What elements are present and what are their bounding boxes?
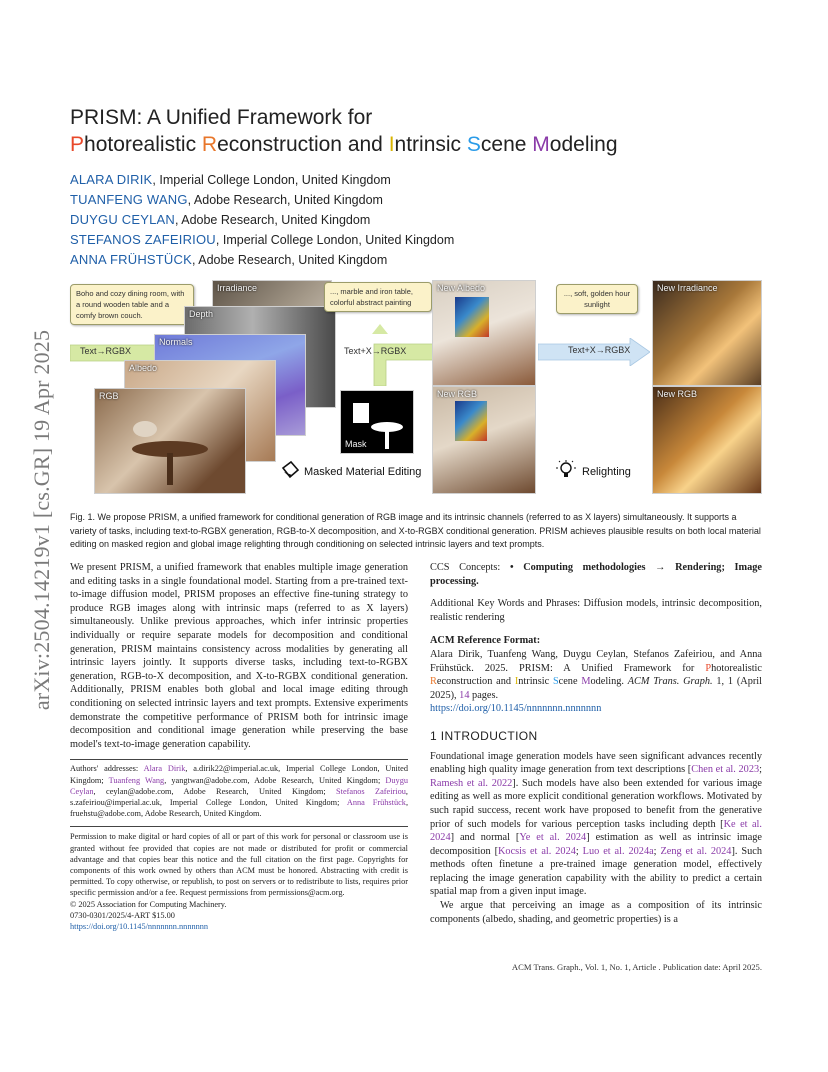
citation-link[interactable]: Chen et al. 2023 <box>691 764 760 776</box>
author-link[interactable]: Anna Frühstück <box>346 797 406 807</box>
title-segment: odeling <box>549 133 618 156</box>
author-link[interactable]: Stefanos Zafeiriou <box>336 786 406 796</box>
painting-icon <box>455 297 489 337</box>
arxiv-stamp-text: arXiv:2504.14219v1 [cs.GR] 19 Apr 2025 <box>29 329 54 711</box>
tag-new-albedo: New Albedo <box>437 283 486 293</box>
acm-ref-authors: Alara Dirik, Tuanfeng Wang, Duygu Ceylan, Stefanos Zafeiriou, and Anna Frühstück. 2025. PRISM: A Unified Framework for <box>430 648 762 674</box>
acm-ref-title-segment: odeling. <box>590 676 628 688</box>
title-line-1: PRISM: A Unified Framework for <box>70 106 373 129</box>
figure-caption: Fig. 1. We propose PRISM, a unified framework for conditional generation of RGB image and its intrinsic channels (referred to as X layers) simultaneously. It supports a variety of tasks, including text-to-RGBX generation, RGB-to-X decomposition, and X-to-RGBX conditional generation. PRISM achieves plausible results on both local material editing on masked region and global image relighting through conditioning on selected intrinsic layers and text prompts. <box>70 512 761 549</box>
title-line-2 <box>70 131 770 158</box>
acm-ref-body <box>430 648 762 716</box>
author-affiliation: , Adobe Research, United Kingdom <box>187 193 383 207</box>
intro-text: ; <box>653 845 661 857</box>
arrow-label-3: Text+X→RGBX <box>568 345 631 355</box>
acm-ref-pages[interactable]: 14 <box>459 689 470 701</box>
panel-new-rgb-relit <box>652 386 762 494</box>
permission-notice: Permission to make digital or hard copies of all or part of this work for personal or classroom use is granted without fee provided that copies are not made or distributed for profit or commercial advantage and that copies bear this notice and the full citation on the first page. Copyrights for components of this work owned by others than ACM must be honored. Abstracting with credit is permitted. To copy otherwise, or republish, to post on servers or to redistribute to lists, requires prior specific permission and/or a fee. Request permissions from permissions@acm.org. <box>70 832 408 898</box>
author-link[interactable]: Duygu Ceylan <box>70 775 409 796</box>
tag-mask: Mask <box>345 439 367 449</box>
page-footer: ACM Trans. Graph., Vol. 1, No. 1, Article . Publication date: April 2025. <box>511 962 762 972</box>
author-line <box>70 170 770 190</box>
title-segment: econstruction and <box>217 133 389 156</box>
lightbulb-icon <box>556 460 576 480</box>
label-masked-material-editing: Masked Material Editing <box>304 466 422 478</box>
author-list <box>70 170 770 270</box>
title-segment: M <box>532 133 550 156</box>
title-segment: R <box>201 133 218 156</box>
copyright-line: © 2025 Association for Computing Machinery. <box>70 899 227 909</box>
title-segment: S <box>466 133 481 156</box>
prompt-bubble-3: ..., soft, golden hour sunlight <box>556 284 638 314</box>
addresses-lead: Authors' addresses: <box>70 764 144 774</box>
title-segment: hotorealistic <box>84 133 202 156</box>
author-affiliation: , Adobe Research, United Kingdom <box>174 213 371 227</box>
address-text: , s.zafeiriou@imperial.ac.uk, Imperial College London, United Kingdom; <box>70 786 408 807</box>
author-name: TUANFENG WANG <box>70 192 188 207</box>
panel-new-albedo <box>432 280 536 386</box>
right-column <box>430 561 762 926</box>
tag-new-rgb-2: New RGB <box>657 389 698 399</box>
intro-paragraph-2: We argue that perceiving an image as a composition of its intrinsic components (albedo, shading, and geometric properties) is a <box>430 900 762 925</box>
author-line <box>70 230 770 250</box>
label-relighting: Relighting <box>582 466 631 478</box>
acm-ref-heading <box>430 634 762 648</box>
ccs-lead: CCS Concepts: <box>430 562 510 573</box>
title-segment: ntrinsic <box>394 133 467 156</box>
teaser-figure <box>68 280 760 492</box>
intro-text: ]. Such methods often finetune a pre-trained image generation model, effectively replacing the image generation capability with the ability to predict a certain spatial map from a given input image. <box>430 845 762 898</box>
left-column <box>70 561 408 932</box>
title-segment: P <box>70 133 85 156</box>
acm-ref-title-segment: R <box>430 676 437 688</box>
paper-title <box>70 104 770 158</box>
citation-link[interactable]: Ye et al. 2024 <box>519 832 587 844</box>
author-line <box>70 250 770 270</box>
author-addresses <box>70 763 408 819</box>
intro-text: ] estimation as well as intrinsic image decomposition [ <box>430 832 763 857</box>
tag-rgb: RGB <box>99 391 119 401</box>
author-line <box>70 190 770 210</box>
arrow-label-1: Text→RGBX <box>80 346 132 356</box>
address-text: , yangtwan@adobe.com, Adobe Research, United Kingdom; <box>164 775 386 785</box>
panel-rgb <box>94 388 246 494</box>
panel-new-rgb <box>432 386 536 494</box>
acm-ref-title-segment: P <box>705 662 712 674</box>
painting-icon-2 <box>455 401 487 441</box>
author-line <box>70 210 770 230</box>
intro-paragraph-1 <box>430 750 762 900</box>
ccs-concepts <box>430 561 762 588</box>
address-text: , a.dirik22@imperial.ac.uk, Imperial College London, United Kingdom; <box>70 764 408 785</box>
prompt-bubble-1: Boho and cozy dining room, with a round wooden table and a comfy brown couch. <box>70 284 194 325</box>
author-link[interactable]: Alara Dirik <box>143 764 186 774</box>
intro-text: ; <box>759 764 762 776</box>
tag-irradiance: Irradiance <box>217 283 258 293</box>
tag-albedo: Albedo <box>129 363 158 373</box>
intro-text: ; <box>575 845 583 857</box>
author-name: DUYGU CEYLAN <box>70 212 175 227</box>
arrow-label-2: Text+X→RGBX <box>344 346 407 356</box>
author-name: ANNA FRÜHSTÜCK <box>70 252 192 267</box>
tag-new-rgb: New RGB <box>437 389 478 399</box>
acm-ref-title-segment: S <box>552 676 559 688</box>
author-affiliation: , Imperial College London, United Kingdom <box>152 173 391 187</box>
address-text: , fruehstu@adobe.com, Adobe Research, United Kingdom. <box>70 797 409 819</box>
citation-link[interactable]: Zeng et al. 2024 <box>660 845 732 857</box>
author-link[interactable]: Tuanfeng Wang <box>108 775 165 785</box>
citation-link[interactable]: Kocsis et al. 2024 <box>498 845 576 857</box>
acm-ref-pages-tail: pages. <box>469 689 499 701</box>
panel-new-irradiance <box>652 280 762 386</box>
acm-ref-title-segment: ntrinsic <box>518 676 553 688</box>
permission-divider <box>70 826 408 827</box>
intro-text: Foundational image generation models have seen significant advances recently enabling high quality image generation from text descriptions [ <box>430 750 762 776</box>
address-divider <box>70 759 408 760</box>
panel-mask <box>340 390 414 454</box>
acm-ref-title-segment: I <box>514 676 519 688</box>
acm-ref-title-segment: cene <box>558 676 582 688</box>
acm-ref-title-segment: M <box>581 676 591 688</box>
acm-ref-doi[interactable]: https://doi.org/10.1145/nnnnnnn.nnnnnnn <box>430 703 602 715</box>
table-icon <box>125 419 215 489</box>
acm-ref-title-segment: hotorealistic <box>711 662 762 674</box>
issn-line: 0730-0301/2025/4-ART $15.00 <box>70 910 175 920</box>
ccs-bold: • Computing methodologies → Rendering; Image processing. <box>430 562 762 587</box>
doi-link[interactable]: https://doi.org/10.1145/nnnnnnn.nnnnnnn <box>70 921 209 931</box>
citation-link[interactable]: Ramesh et al. 2022 <box>430 777 513 789</box>
title-segment: cene <box>480 133 533 156</box>
keywords: Additional Key Words and Phrases: Diffusion models, intrinsic decomposition, realistic rendering <box>430 598 762 623</box>
intro-text: ]. Such models have also been extended for various image editing as well as more explicit conditional generation workflows. Motivated by such rapid success, recent work have proposed to benefit from the generative prior of such models for various perception tasks including depth [ <box>430 777 762 830</box>
intro-text: ] and normal [ <box>450 832 520 844</box>
paint-bucket-icon <box>280 460 300 480</box>
citation-link[interactable]: Ke et al. 2024 <box>430 818 762 844</box>
abstract-text: We present PRISM, a unified framework that enables multiple image generation and editing tasks in a single foundational model. Starting from a pre-trained text-to-image diffusion model, PRISM proposes an effective fine-tuning strategy to produce RGB images along with intrinsic maps (referred to as X layers) simultaneously. Unlike previous approaches, which infer intrinsic properties individually or require separate models for decomposition and conditional generation, PRISM maintains consistency across modalities by generating all intrinsic layers jointly. It supports diverse tasks, including text-to-RGBX generation, RGB-to-X decomposition, and X-to-RGBX conditional generation. Additionally, PRISM enables both global and local image editing through conditioning on selected intrinsic layers and text prompts. Extensive experiments demonstrate the competitive performance of PRISM both for intrinsic image decomposition and conditional image generation while preserving the base model's text-to-image generation capability. <box>70 562 408 750</box>
author-affiliation: , Adobe Research, United Kingdom <box>191 253 388 267</box>
address-text: , ceylan@adobe.com, Adobe Research, United Kingdom; <box>93 786 337 796</box>
acm-ref-heading-text: ACM Reference Format: <box>430 635 541 647</box>
arxiv-stamp <box>24 300 60 740</box>
acm-ref-journal: ACM Trans. Graph. <box>627 676 713 688</box>
acm-ref-title-segment: econstruction and <box>436 676 515 688</box>
prompt-bubble-2: ..., marble and iron table, colorful abstract painting <box>324 282 432 312</box>
section-heading-introduction: 1 INTRODUCTION <box>430 728 538 743</box>
tag-normals: Normals <box>159 337 193 347</box>
acm-ref-volume: 1, 1 (April 2025), <box>430 676 762 701</box>
author-name: STEFANOS ZAFEIRIOU <box>70 232 216 247</box>
citation-link[interactable]: Luo et al. 2024a <box>582 845 654 857</box>
author-affiliation: , Imperial College London, United Kingdom <box>215 233 455 247</box>
author-name: ALARA DIRIK <box>70 172 153 187</box>
tag-depth: Depth <box>189 309 214 319</box>
title-segment: I <box>388 133 395 156</box>
tag-new-irradiance: New Irradiance <box>657 283 718 293</box>
